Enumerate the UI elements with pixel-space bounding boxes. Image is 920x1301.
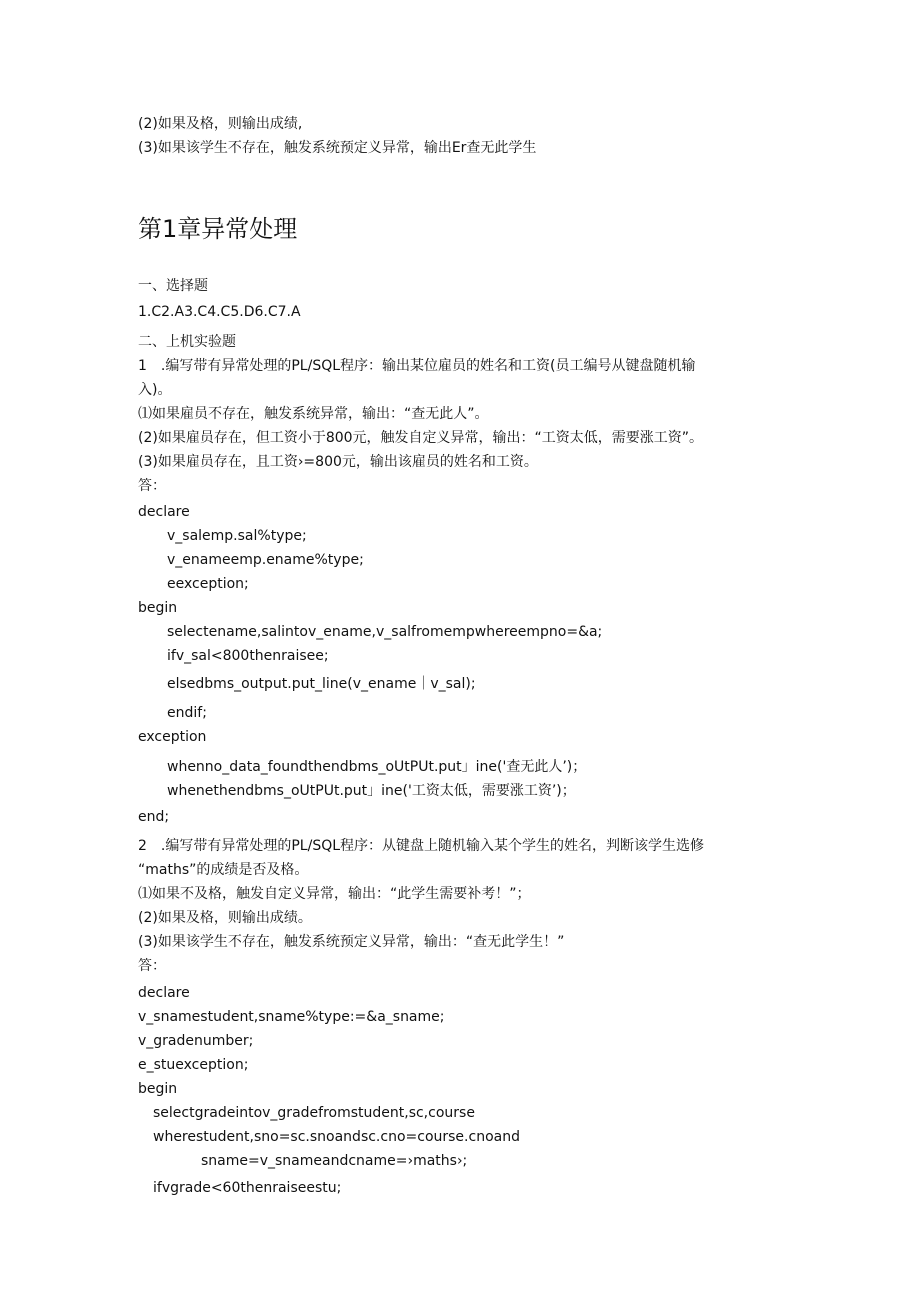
question-text: 入)。 xyxy=(138,382,172,398)
chapter-title: 第1章异常处理 xyxy=(138,215,298,243)
code-line: v_enameemp.ename%type; xyxy=(167,552,364,568)
answer-label: 答： xyxy=(138,958,166,974)
condition-line: ⑴如果雇员不存在，触发系统异常，输出：“查无此人”。 xyxy=(138,406,489,422)
section-heading: 二、上机实验题 xyxy=(138,334,236,350)
condition-line: (3)如果该学生不存在，触发系统预定义异常，输出：“查无此学生！” xyxy=(138,934,565,950)
code-line: end; xyxy=(138,809,170,825)
text-line: (2)如果及格，则输出成绩, xyxy=(138,116,303,132)
answer-label: 答： xyxy=(138,478,166,494)
section-heading: 一、选择题 xyxy=(138,278,208,294)
code-line: v_salemp.sal%type; xyxy=(167,528,307,544)
code-line: begin xyxy=(138,600,178,616)
text-line: (3)如果该学生不存在，触发系统预定义异常，输出Er查无此学生 xyxy=(138,140,537,156)
code-line: selectename,salintov_ename,v_salfromempwhereempno=&a; xyxy=(167,624,603,640)
question-text: “maths”的成绩是否及格。 xyxy=(138,862,309,878)
code-line: ifv_sal<800thenraisee; xyxy=(167,648,329,664)
code-line: ifvgrade<60thenraiseestu; xyxy=(153,1180,342,1196)
code-line: e_stuexception; xyxy=(138,1057,249,1073)
code-line: elsedbms_output.put_line(v_ename｜v_sal); xyxy=(167,676,476,692)
code-line: eexception; xyxy=(167,576,249,592)
code-line: declare xyxy=(138,504,190,520)
code-line: whenno_data_foundthendbms_oUtPUt.put」ine('查无此人’)； xyxy=(167,759,587,775)
code-line: exception xyxy=(138,729,207,745)
question-text: 2 .编写带有异常处理的PL/SQL程序：从键盘上随机输入某个学生的姓名，判断该学生选修 xyxy=(138,838,705,854)
code-line: begin xyxy=(138,1081,178,1097)
code-line: v_snamestudent,sname%type:=&a_sname; xyxy=(138,1009,445,1025)
answer-key: 1.C2.A3.C4.C5.D6.C7.A xyxy=(138,304,301,320)
code-line: endif; xyxy=(167,705,207,721)
condition-line: (3)如果雇员存在，且工资›=800元，输出该雇员的姓名和工资。 xyxy=(138,454,538,470)
condition-line: (2)如果及格，则输出成绩。 xyxy=(138,910,312,926)
code-line: wherestudent,sno=sc.snoandsc.cno=course.cnoand xyxy=(153,1129,520,1145)
code-line: selectgradeintov_gradefromstudent,sc,course xyxy=(153,1105,475,1121)
code-line: sname=v_snameandcname=›maths›; xyxy=(201,1153,468,1169)
condition-line: (2)如果雇员存在，但工资小于800元，触发自定义异常，输出：“工资太低，需要涨工资”。 xyxy=(138,430,704,446)
condition-line: ⑴如果不及格，触发自定义异常，输出：“此学生需要补考！”； xyxy=(138,886,531,902)
code-line: v_gradenumber; xyxy=(138,1033,254,1049)
code-line: declare xyxy=(138,985,190,1001)
code-line: whenethendbms_oUtPUt.put」ine('工资太低，需要涨工资’)； xyxy=(167,783,576,799)
question-text: 1 .编写带有异常处理的PL/SQL程序：输出某位雇员的姓名和工资(员工编号从键盘随机输 xyxy=(138,358,696,374)
